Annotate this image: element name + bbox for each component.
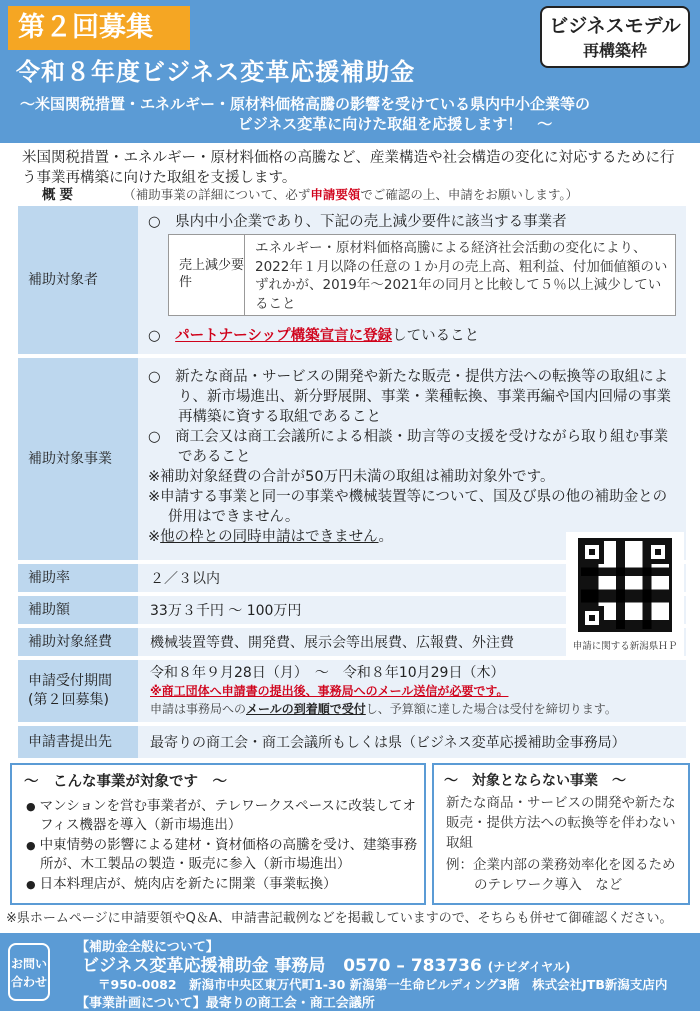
qr-caption: 申請に関する新潟県ＨＰ: [572, 641, 678, 652]
overview-label: 概要: [42, 187, 77, 203]
footer-contact: [0, 933, 700, 1011]
eligible-line1: ○ 県内中小企業であり、下記の売上減少要件に該当する事業者: [148, 214, 567, 230]
subtitle-line2: ビジネス変革に向けた取組を応援します！ ～: [237, 115, 553, 133]
inquiry-line2: 合わせ: [10, 975, 47, 989]
guideline-link[interactable]: 申請要領: [310, 187, 361, 202]
period-value-block: [144, 660, 686, 722]
general-heading: 【補助金全般について】: [76, 940, 219, 955]
business-note2: ※申請する事業と同一の事業や機械装置等について、国及び県の他の補助金との併用はできません。: [148, 489, 668, 525]
business-note3-underlined: 他の枠との同時申請はできません: [160, 529, 379, 545]
business-item2: ○ 商工会又は商工会議所による相談・助言等の支援を受けながら取り組む事業であること: [148, 429, 669, 465]
non-target-box: [432, 763, 690, 905]
eligible-line2: [148, 326, 479, 346]
intro-text: 米国関税措置・エネルギー・原材料価格の高騰など、産業構造や社会構造の変化に対応するために行う事業再構築に向けた取組を支援します。: [22, 150, 675, 186]
qr-finder-icon: [646, 540, 670, 564]
office-contact: [82, 951, 570, 976]
list-item: ● 日本料理店が、焼肉店を新たに開業（事業転換）: [26, 875, 422, 894]
eligible-label: 補助対象者: [18, 206, 138, 354]
overview-heading: [30, 186, 578, 204]
business-note3-suffix: 。: [378, 529, 394, 545]
period-label-line2: (第２回募集): [28, 692, 109, 708]
requirement-text: エネルギー・原材料価格高騰による経済社会活動の変化により、2022年１月以降の任意の１か月の売上高、粗利益、付加価値額のいずれかが、2019年～2021年の同月と比較して５％以上減少していること: [255, 240, 668, 312]
target-examples-list: [26, 797, 422, 896]
page-title: 令和８年度ビジネス変革応援補助金: [16, 58, 416, 86]
qr-finder-icon: [580, 606, 604, 630]
business-note3-prefix: ※: [148, 529, 161, 545]
phone-note: (ナビダイヤル): [487, 960, 571, 974]
requirement-box: [168, 234, 676, 316]
phone-number[interactable]: 0570 – 783736: [343, 956, 482, 976]
submit-label: 申請書提出先: [18, 726, 138, 758]
frame-badge-line2: 再構築枠: [582, 41, 647, 60]
period-dates: 令和８年９月28日（月） ～ 令和８年10月29日（木）: [150, 665, 505, 681]
page-subtitle: [20, 94, 680, 134]
period-note-suffix: し、予算額に達した場合は受付を締切ります。: [365, 702, 617, 716]
rate-value: ２／３以内: [150, 571, 220, 587]
qr-code-block[interactable]: [566, 532, 684, 656]
office-address: 〒950-0082 新潟市中央区東万代町1-30 新潟第一生命ビルディング3階 株式会社JTB新潟支店内: [98, 977, 668, 992]
target-examples-box: [10, 763, 426, 905]
frame-badge-line1: ビジネスモデル: [549, 15, 681, 37]
period-label-line1: 申請受付期間: [28, 673, 112, 689]
amount-value: 33万３千円 ～ 100万円: [150, 603, 302, 619]
header-banner: [0, 0, 700, 143]
period-red-note: ※商工団体へ申請書の提出後、事務局へのメール送信が必要です。: [150, 684, 509, 698]
non-target-title: ～ 対象とならない事業 ～: [444, 773, 626, 789]
inquiry-badge: [8, 943, 50, 1001]
non-target-example: 例：企業内部の業務効率化を図るためのテレワーク導入 など: [446, 857, 676, 893]
overview-note-after: でご確認の上、申請をお願いします。）: [360, 187, 579, 202]
round-badge: 第２回募集: [8, 6, 190, 50]
overview-note: [123, 187, 578, 202]
list-item: ● 中東情勢の影響による建材・資材価格の高騰を受け、建築事務所が、木工製品の製造・販売に参入（新市場進出）: [26, 836, 422, 873]
non-target-text: 新たな商品・サービスの開発や新たな販売・提供方法への転換等を伴わない取組: [446, 795, 676, 851]
row-period: [18, 660, 686, 724]
overview-note-before: （補助事業の詳細について、必ず: [123, 187, 311, 202]
requirement-label: 売上減少要件: [169, 235, 245, 315]
list-item: ● マンションを営む事業者が、テレワークスペースに改装してオフィス機器を導入（新市場進出）: [26, 797, 422, 834]
amount-label: 補助額: [18, 596, 138, 624]
period-label: [18, 660, 138, 722]
expenses-value: 機械装置等費、開発費、展示会等出展費、広報費、外注費: [150, 635, 514, 651]
plan-heading: 【事業計画について】最寄りの商工会・商工会議所: [76, 996, 375, 1011]
footnote: ※県ホームページに申請要領やQ＆A、申請書記載例などを掲載していますので、そちらも併せて御確認ください。: [6, 911, 673, 926]
frame-badge: [540, 6, 690, 68]
row-submit: [18, 726, 686, 760]
subtitle-line1: ～米国関税措置・エネルギー・原材料価格高騰の影響を受けている県内中小企業等の: [20, 95, 591, 113]
rate-label: 補助率: [18, 564, 138, 592]
inquiry-line1: お問い: [10, 957, 47, 971]
business-item1: ○ 新たな商品・サービスの開発や新たな販売・提供方法への転換等の取組により、新市場進出、新分野展開、事業・業種転換、事業再編や国内回帰の事業再構築に資する取組であること: [148, 369, 671, 425]
business-note1: ※補助対象経費の合計が50万円未満の取組は補助対象外です。: [148, 469, 555, 485]
period-note-bold: メールの到着順で受付: [246, 702, 366, 716]
eligible-line2-suffix: していること: [392, 328, 480, 344]
target-examples-title: ～ こんな事業が対象です ～: [24, 774, 227, 790]
qr-finder-icon: [580, 540, 604, 564]
business-label: 補助対象事業: [18, 358, 138, 560]
eligible-line2-prefix: ○: [148, 328, 176, 344]
office-name: ビジネス変革応援補助金 事務局: [82, 956, 326, 976]
business-text: [148, 367, 678, 547]
period-note-prefix: 申請は事務局への: [150, 702, 247, 716]
partnership-link[interactable]: パートナーシップ構築宣言に登録: [175, 328, 393, 344]
expenses-label: 補助対象経費: [18, 628, 138, 656]
period-note: [150, 700, 680, 718]
submit-value: 最寄りの商工会・商工会議所もしくは県（ビジネス変革応援補助金事務局）: [150, 735, 626, 751]
